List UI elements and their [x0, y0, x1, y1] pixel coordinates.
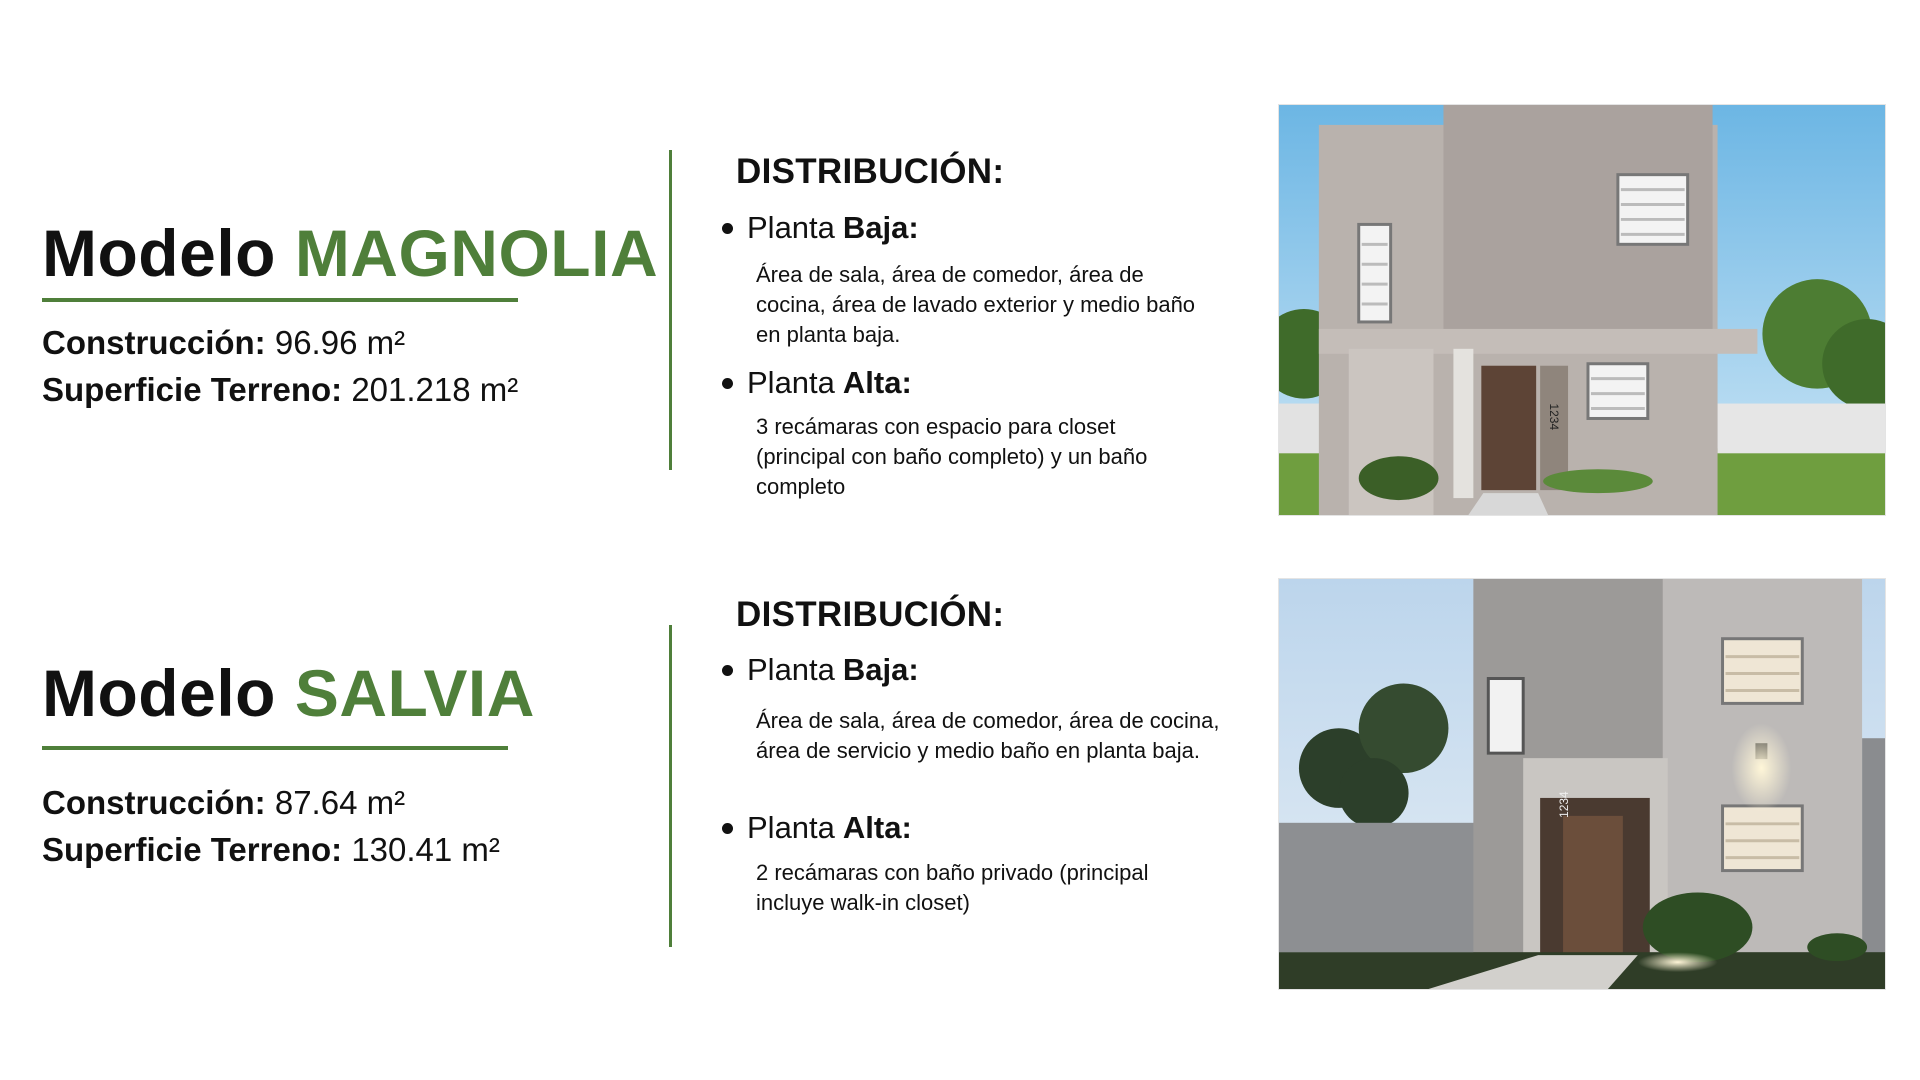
bullet-dot [722, 823, 733, 834]
section-divider [669, 625, 672, 947]
construccion-spec [42, 786, 405, 819]
distribucion-heading: DISTRIBUCIÓN: [736, 595, 1005, 634]
construccion-value: 87.64 m² [274, 784, 406, 821]
construccion-value: 96.96 m² [274, 324, 406, 361]
magnolia-house-photo [1278, 104, 1886, 516]
planta-baja-label: Planta [747, 210, 835, 245]
salvia-house-photo [1278, 578, 1886, 990]
terreno-spec [42, 833, 500, 866]
construccion-label: Construcción: [42, 324, 266, 361]
distribucion-heading: DISTRIBUCIÓN: [736, 152, 1005, 191]
house-illustration [1279, 579, 1885, 989]
construccion-label: Construcción: [42, 784, 266, 821]
planta-baja-bullet [722, 652, 919, 688]
model-title-prefix: Modelo [42, 656, 276, 730]
house-number: 1234 [1547, 403, 1562, 431]
house-illustration [1279, 105, 1885, 515]
terreno-label: Superficie Terreno: [42, 831, 343, 868]
planta-baja-bullet [722, 210, 919, 246]
model-title-prefix: Modelo [42, 216, 276, 290]
planta-alta-bullet [722, 810, 912, 846]
planta-alta-bullet [722, 365, 912, 401]
terreno-value: 130.41 m² [351, 831, 500, 868]
planta-baja-bold: Baja: [842, 210, 919, 245]
planta-alta-bold: Alta: [842, 365, 912, 400]
planta-alta-description: 2 recámaras con baño privado (principal incluye walk-in closet) [756, 860, 1149, 915]
terreno-value: 201.218 m² [351, 371, 519, 408]
planta-alta-description: 3 recámaras con espacio para closet (principal con baño completo) y un baño completo [756, 414, 1148, 499]
model-title [42, 216, 659, 290]
bullet-dot [722, 223, 733, 234]
construccion-spec [42, 326, 405, 359]
model-title [42, 656, 535, 730]
section-divider [669, 150, 672, 470]
planta-alta-label: Planta [747, 365, 835, 400]
planta-baja-bold: Baja: [842, 652, 919, 687]
planta-baja-description: Área de sala, área de comedor, área de cocina, área de servicio y medio baño en planta baja. [756, 708, 1220, 763]
model-name: SALVIA [294, 656, 535, 730]
model-name: MAGNOLIA [294, 216, 659, 290]
planta-baja-description: Área de sala, área de comedor, área de cocina, área de lavado exterior y medio baño en planta baja. [756, 262, 1196, 347]
bullet-dot [722, 665, 733, 676]
bullet-dot [722, 378, 733, 389]
planta-alta-label: Planta [747, 810, 835, 845]
title-underline [42, 298, 518, 302]
terreno-spec [42, 373, 518, 406]
house-number: 1234 [1557, 791, 1572, 818]
terreno-label: Superficie Terreno: [42, 371, 343, 408]
planta-baja-label: Planta [747, 652, 835, 687]
title-underline [42, 746, 508, 750]
planta-alta-bold: Alta: [842, 810, 912, 845]
